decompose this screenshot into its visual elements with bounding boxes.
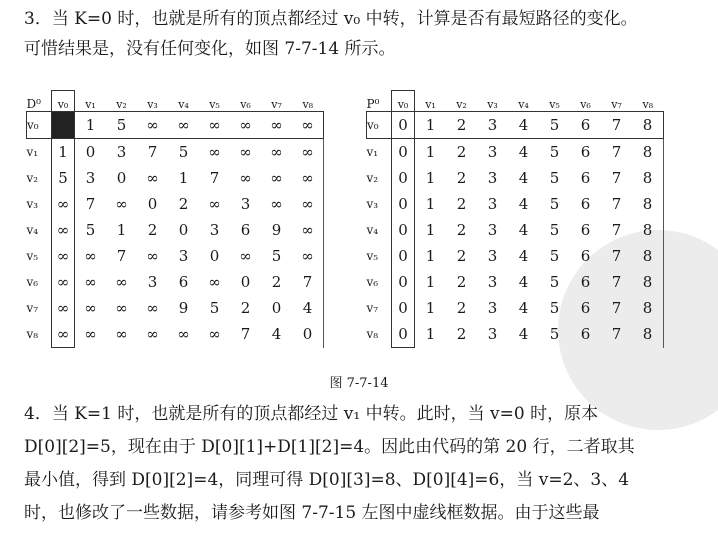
matrix-row (27, 321, 324, 348)
matrix-row (27, 217, 324, 243)
matrix-cell: 8 (632, 217, 664, 243)
matrix-cell: 3 (487, 143, 498, 161)
matrix-cell: ∞ (84, 325, 97, 344)
matrix-cell: ∞ (270, 169, 283, 187)
matrix-cell: 1 (425, 221, 436, 239)
matrix-column-header: v₈ (302, 98, 314, 111)
matrix-column-header: v₄ (518, 98, 529, 111)
matrix-cell: 1 (425, 143, 436, 161)
matrix-cell: 4 (292, 295, 324, 321)
matrix-cell: 3 (487, 247, 498, 265)
matrix-row (27, 191, 324, 217)
matrix-row (27, 112, 324, 139)
matrix-cell: 3 (487, 195, 498, 213)
matrix-cell: ∞ (84, 247, 97, 265)
matrix-cell: 0 (392, 139, 415, 166)
matrix-row-header: v₄ (366, 223, 379, 237)
matrix-row (367, 217, 664, 243)
matrix-cell: 0 (85, 143, 96, 161)
matrix-cell: 1 (425, 325, 436, 344)
paragraph-step-4 (24, 398, 710, 530)
paragraph-line: D[0][2]=5，现在由于 D[0][1]+D[1][2]=4。因此由代码的第 20 行，二者取其 (24, 437, 635, 457)
matrix-cell: 3 (209, 221, 220, 239)
matrix-cell: ∞ (239, 169, 252, 187)
matrix-row (27, 165, 324, 191)
matrix-cell: 2 (456, 273, 467, 291)
matrix-row-header: v₁ (26, 145, 39, 159)
matrix-row (367, 269, 664, 295)
matrix-cell: 6 (580, 299, 591, 317)
matrix-cell: 8 (632, 191, 664, 217)
matrix-cell: 3 (487, 221, 498, 239)
matrix-cell: ∞ (146, 299, 159, 317)
matrix-cell: ∞ (115, 195, 128, 213)
matrix-cell: 3 (477, 112, 508, 139)
matrix-cell: ∞ (52, 217, 75, 243)
matrix-row-header: v₃ (366, 197, 379, 211)
matrix-cell: ∞ (292, 112, 324, 139)
matrix-row (27, 269, 324, 295)
matrix-cell: 7 (147, 143, 158, 161)
matrix-cell: 1 (52, 139, 75, 166)
matrix-cell: 1 (425, 273, 436, 291)
matrix-cell: 6 (580, 273, 591, 291)
matrix-cell: 2 (456, 195, 467, 213)
matrix-column-header: v₆ (580, 98, 591, 111)
matrix-cell: 2 (456, 221, 467, 239)
figure-caption: 图 7-7-14 (329, 376, 389, 391)
matrix-cell: ∞ (292, 165, 324, 191)
matrix-column-header: v₃ (487, 98, 498, 111)
matrix-cell: 2 (456, 299, 467, 317)
matrix-cell: 0 (116, 169, 127, 187)
matrix-cell: ∞ (230, 112, 261, 139)
matrix-cell: 8 (632, 243, 664, 269)
matrix-cell: 0 (392, 243, 415, 269)
matrix-cell: 0 (392, 217, 415, 243)
matrix-cell: ∞ (292, 217, 324, 243)
matrix-cell: 7 (85, 195, 96, 213)
matrix-column-header: v₁ (425, 98, 436, 111)
paragraph-line: 最小值，得到 D[0][2]=4，同理可得 D[0][3]=8、D[0][4]=6，当 v=2、3、4 (24, 470, 630, 490)
matrix-cell: 4 (518, 195, 529, 213)
matrix-column-header: v₀ (392, 91, 415, 112)
matrix-cell: 5 (52, 165, 75, 191)
matrix-column-header: v₇ (271, 98, 282, 111)
matrix-cell: 2 (147, 221, 158, 239)
matrix-cell: ∞ (115, 273, 128, 291)
matrix-cell: 5 (549, 169, 560, 187)
matrix-header-row (27, 91, 324, 112)
path-matrix-p0 (366, 90, 664, 348)
matrix-cell: 2 (240, 299, 251, 317)
matrix-cell: 0 (240, 273, 251, 291)
matrix-row-header: v₅ (26, 249, 39, 263)
matrix-column-header: v₈ (642, 98, 654, 111)
matrix-cell: 1 (425, 169, 436, 187)
matrix-cell: 1 (425, 195, 436, 213)
matrix-cell: ∞ (292, 139, 324, 166)
matrix-cell: 3 (116, 143, 127, 161)
matrix-cell: ∞ (292, 191, 324, 217)
matrix-cell: 0 (147, 195, 158, 213)
matrix-cell: 1 (415, 112, 447, 139)
matrix-cell: ∞ (146, 247, 159, 265)
matrix-column-header: v₇ (611, 98, 622, 111)
matrix-cell: 7 (611, 299, 622, 317)
matrix-cell: 1 (425, 247, 436, 265)
matrix-row-header: v₁ (366, 145, 379, 159)
matrix-cell: ∞ (52, 321, 75, 348)
matrix-cell: 8 (632, 295, 664, 321)
matrix-column-header: v₂ (116, 98, 127, 111)
matrix-cell: ∞ (208, 143, 221, 161)
matrix-cell: 3 (178, 247, 189, 265)
matrix-column-header: v₅ (209, 98, 220, 111)
matrix-cell: 9 (178, 299, 189, 317)
matrix-cell: 3 (240, 195, 251, 213)
matrix-cell: 4 (518, 299, 529, 317)
matrix-row-header: v₀ (367, 112, 392, 139)
matrix-cell: ∞ (52, 295, 75, 321)
matrix-column-header: v₆ (240, 98, 251, 111)
paragraph-step-3 (24, 4, 710, 64)
matrix-cell: 2 (456, 325, 467, 344)
matrix-cell: 8 (632, 112, 664, 139)
matrix-row (367, 295, 664, 321)
matrix-cell: 6 (580, 143, 591, 161)
matrix-cell: 0 (392, 165, 415, 191)
matrix-cell: 7 (292, 269, 324, 295)
matrix-cell: 5 (549, 221, 560, 239)
matrix-cell: 2 (271, 273, 282, 291)
matrix-row-header: v₈ (366, 327, 379, 342)
matrix-cell: ∞ (270, 143, 283, 161)
matrix-cell: 6 (580, 221, 591, 239)
matrix-row (367, 165, 664, 191)
matrix-cell: ∞ (137, 112, 168, 139)
paragraph-line: 4．当 K=1 时，也就是所有的顶点都经过 v₁ 中转。此时，当 v=0 时，原本 (24, 404, 599, 424)
matrix-cell: 4 (518, 325, 529, 344)
matrix-cell: 9 (271, 221, 282, 239)
matrix-row-header: v₅ (366, 249, 379, 263)
matrix-cell: 2 (446, 112, 477, 139)
matrix-cell: ∞ (168, 112, 199, 139)
matrix-row-header: v₇ (26, 301, 39, 315)
matrix-cell: 7 (611, 221, 622, 239)
matrix-cell: ∞ (239, 143, 252, 161)
matrix-cell: 5 (549, 195, 560, 213)
matrix-cell: 2 (178, 195, 189, 213)
matrix-row (367, 243, 664, 269)
matrix-cell: 5 (549, 325, 560, 344)
matrix-cell: 4 (518, 247, 529, 265)
matrix-cell: 7 (209, 169, 220, 187)
matrix-row-header: v₂ (26, 171, 39, 185)
matrix-cell: ∞ (52, 191, 75, 217)
matrix-row-header: v₃ (26, 197, 39, 211)
matrix-cell: 5 (539, 112, 570, 139)
matrix-cell: 7 (611, 325, 622, 344)
matrix-row-header: v₂ (366, 171, 379, 185)
matrix-cell: 5 (106, 112, 137, 139)
matrix-cell: 1 (116, 221, 127, 239)
matrix-column-header: v₀ (52, 91, 75, 112)
matrix-cell: 0 (392, 191, 415, 217)
matrix-cell: 3 (487, 299, 498, 317)
matrix-cell: 5 (271, 247, 282, 265)
matrix-cell: 1 (425, 299, 436, 317)
matrix-cell: ∞ (52, 243, 75, 269)
matrix-cell: ∞ (146, 169, 159, 187)
matrix-cell: ∞ (115, 325, 128, 344)
matrix-row-header: v₀ (27, 112, 52, 139)
matrix-cell: 3 (487, 325, 498, 344)
matrix-cell: 0 (209, 247, 220, 265)
matrix-cell: ∞ (199, 112, 230, 139)
matrix-cell: 5 (178, 143, 189, 161)
matrix-cell: 6 (178, 273, 189, 291)
matrix-column-header: v₄ (178, 98, 189, 111)
paragraph-line: 3．当 K=0 时，也就是所有的顶点都经过 v₀ 中转，计算是否有最短路径的变化。 (24, 9, 638, 29)
matrix-cell: ∞ (208, 325, 221, 344)
matrix-cell: 6 (580, 169, 591, 187)
matrix-cell: 4 (271, 325, 282, 344)
matrix-cell: 8 (632, 139, 664, 166)
matrix-cell: 7 (240, 325, 251, 344)
matrix-cell: ∞ (270, 195, 283, 213)
matrix-row (27, 243, 324, 269)
matrix-cell: 6 (570, 112, 601, 139)
matrix-corner-label: P⁰ (366, 97, 380, 111)
matrix-header-row (367, 91, 664, 112)
matrix-cell: ∞ (261, 112, 292, 139)
matrix-cell: 2 (456, 169, 467, 187)
matrix-cell: 0 (392, 112, 415, 139)
matrix-cell: 4 (518, 221, 529, 239)
matrix-corner-label: D⁰ (26, 97, 41, 111)
matrix-cell: 3 (487, 169, 498, 187)
matrix-cell: ∞ (115, 299, 128, 317)
matrix-cell: 6 (580, 195, 591, 213)
matrix-cell: 6 (580, 247, 591, 265)
matrix-cell: 7 (601, 112, 632, 139)
matrix-cell: 8 (632, 165, 664, 191)
matrix-cell: 0 (392, 269, 415, 295)
matrix-cell: 4 (518, 273, 529, 291)
matrix-row-header: v₇ (366, 301, 379, 315)
matrix-cell: ∞ (177, 325, 190, 344)
matrix-row-header: v₆ (26, 275, 39, 289)
matrix-cell: ∞ (208, 273, 221, 291)
matrix-cell: 7 (611, 195, 622, 213)
matrix-cell: 3 (487, 273, 498, 291)
matrix-cell: 5 (85, 221, 96, 239)
matrix-cell: 7 (611, 247, 622, 265)
matrix-row (367, 112, 664, 139)
paragraph-line: 时，也修改了一些数据，请参考如图 7-7-15 左图中虚线框数据。由于这些最 (24, 503, 600, 523)
matrix-cell (52, 112, 75, 139)
matrix-cell: 5 (209, 299, 220, 317)
matrix-row (367, 191, 664, 217)
matrix-cell: ∞ (84, 299, 97, 317)
matrix-row-header: v₄ (26, 223, 39, 237)
matrix-cell: 7 (611, 169, 622, 187)
matrix-cell: 4 (518, 143, 529, 161)
matrix-row (27, 139, 324, 166)
matrix-cell: ∞ (84, 273, 97, 291)
matrix-cell: 3 (85, 169, 96, 187)
matrix-cell: 1 (75, 112, 107, 139)
matrix-cell: 6 (580, 325, 591, 344)
matrix-cell: 8 (632, 321, 664, 348)
matrix-row (367, 139, 664, 166)
matrix-cell: 7 (611, 143, 622, 161)
matrix-cell: 3 (147, 273, 158, 291)
matrix-column-header: v₃ (147, 98, 158, 111)
matrix-cell: 0 (178, 221, 189, 239)
matrix-cell: ∞ (208, 195, 221, 213)
matrix-cell: 7 (116, 247, 127, 265)
matrix-cell: 4 (508, 112, 539, 139)
matrix-cell: 6 (240, 221, 251, 239)
matrix-cell: 0 (292, 321, 324, 348)
matrix-cell: 2 (456, 247, 467, 265)
matrix-cell: 8 (632, 269, 664, 295)
matrix-cell: ∞ (146, 325, 159, 344)
matrix-cell: 5 (549, 143, 560, 161)
matrix-cell: 5 (549, 273, 560, 291)
matrix-cell: 5 (549, 247, 560, 265)
matrix-cell: ∞ (239, 247, 252, 265)
matrix-column-header: v₂ (456, 98, 467, 111)
matrix-row-header: v₈ (26, 327, 39, 342)
matrix-cell: 0 (392, 295, 415, 321)
matrix-cell: 0 (392, 321, 415, 348)
matrix-cell: 4 (518, 169, 529, 187)
matrix-cell: ∞ (52, 269, 75, 295)
matrix-row (367, 321, 664, 348)
matrix-cell: 7 (611, 273, 622, 291)
matrix-row-header: v₆ (366, 275, 379, 289)
matrix-row (27, 295, 324, 321)
matrix-cell: 5 (549, 299, 560, 317)
matrix-cell: ∞ (292, 243, 324, 269)
distance-matrix-d0 (26, 90, 324, 348)
matrix-cell: 1 (178, 169, 189, 187)
paragraph-line: 可惜结果是，没有任何变化，如图 7-7-14 所示。 (24, 39, 396, 59)
matrix-column-header: v₁ (85, 98, 96, 111)
matrix-cell: 2 (456, 143, 467, 161)
matrix-cell: 0 (271, 299, 282, 317)
matrix-column-header: v₅ (549, 98, 560, 111)
